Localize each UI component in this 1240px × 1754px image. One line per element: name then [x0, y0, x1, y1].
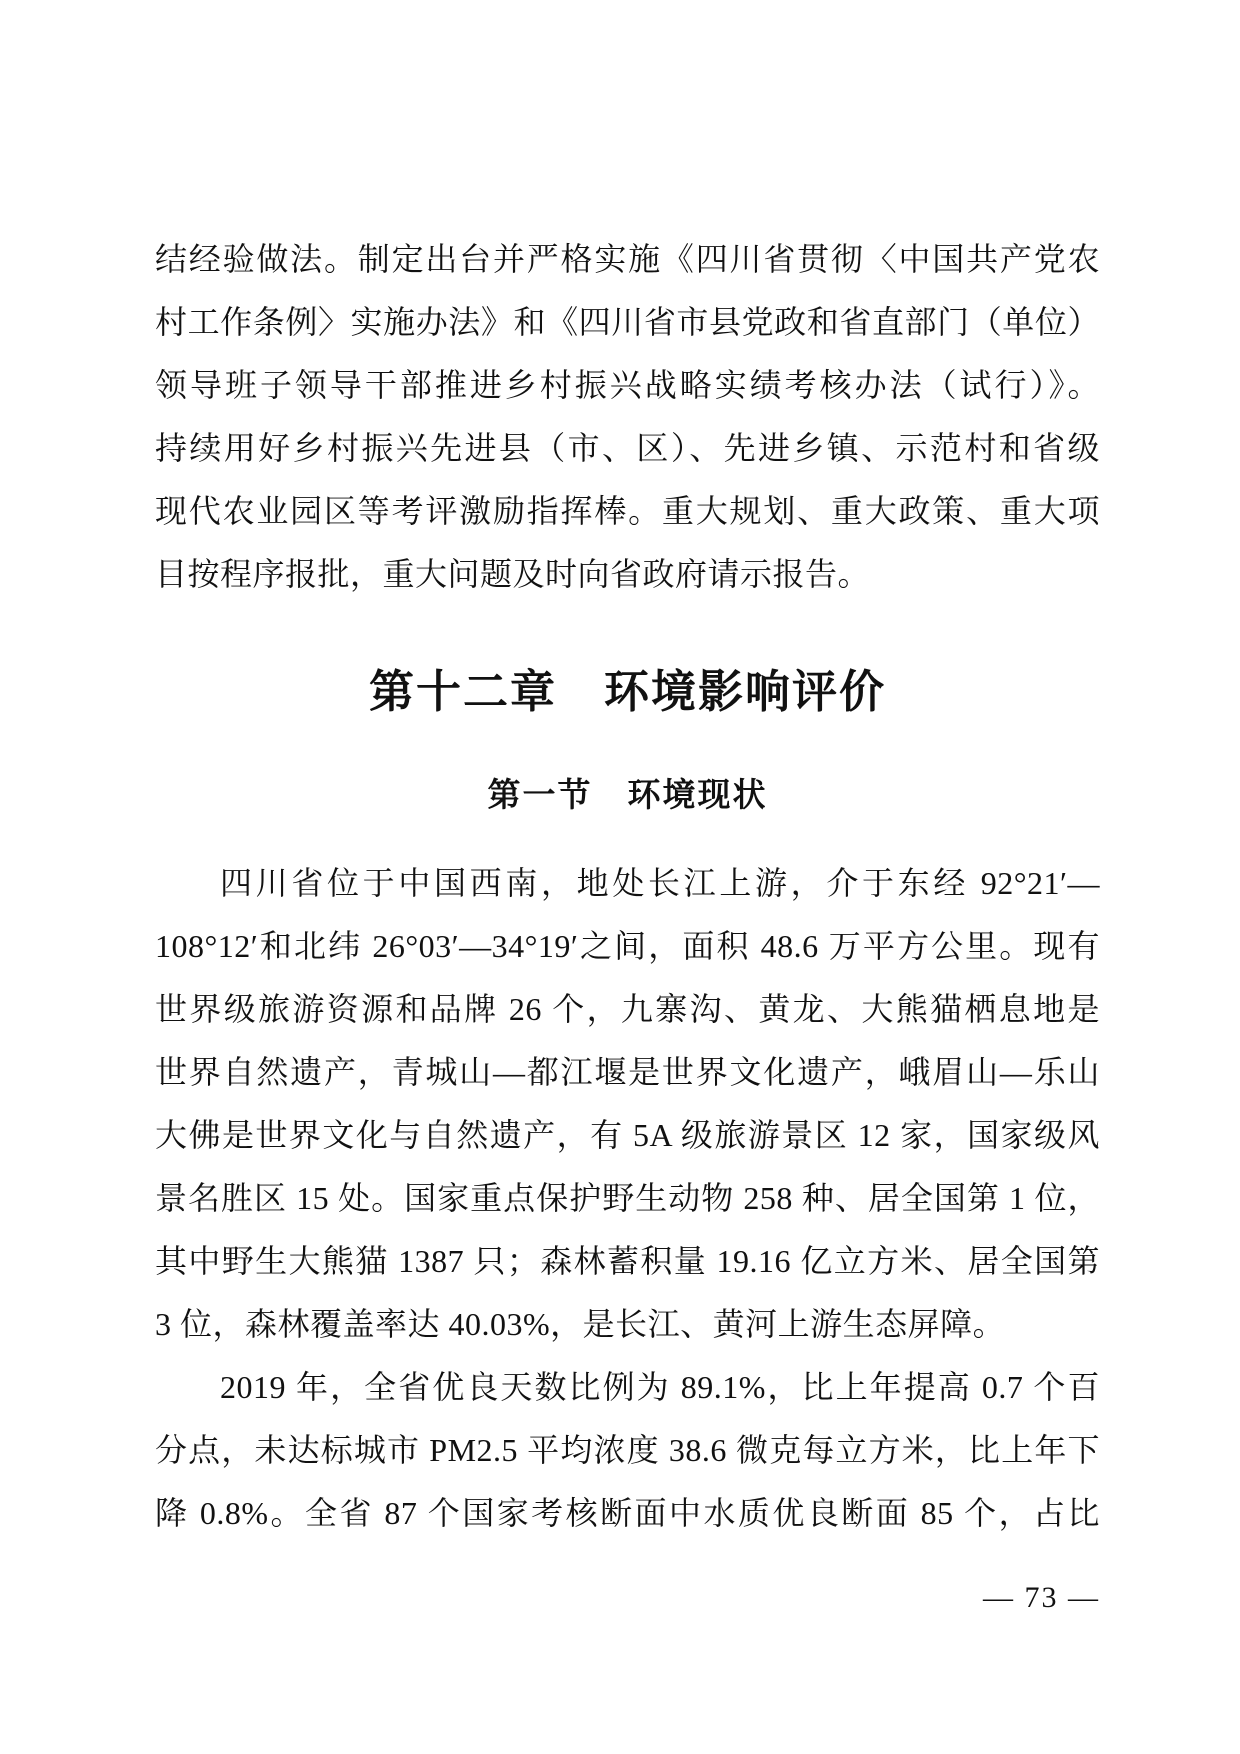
page-content [155, 228, 1100, 1545]
text-line: 结经验做法。制定出台并严格实施《四川省贯彻〈中国共产党农 [155, 241, 1100, 277]
text-line: 四川省位于中国西南，地处长江上游，介于东经 92°21′— [220, 865, 1100, 901]
text-line: 世界级旅游资源和品牌 26 个，九寨沟、黄龙、大熊猫栖息地是 [155, 991, 1100, 1027]
continued-paragraph [155, 228, 1100, 606]
text-line: 现代农业园区等考评激励指挥棒。重大规划、重大政策、重大项 [155, 493, 1100, 529]
text-line: 持续用好乡村振兴先进县（市、区）、先进乡镇、示范村和省级 [155, 430, 1100, 466]
text-line: 其中野生大熊猫 1387 只；森林蓄积量 19.16 亿立方米、居全国第 [155, 1243, 1100, 1279]
section-heading: 第一节 环境现状 [487, 778, 768, 814]
text-line: 分点，未达标城市 PM2.5 平均浓度 38.6 微克每立方米，比上年下 [155, 1432, 1100, 1468]
text-line: 领导班子领导干部推进乡村振兴战略实绩考核办法（试行）》。 [155, 367, 1100, 403]
paragraph-environment-status [155, 852, 1100, 1356]
text-line: 2019 年，全省优良天数比例为 89.1%，比上年提高 0.7 个百 [220, 1369, 1100, 1405]
page-number: — 73 — [983, 1581, 1100, 1614]
text-line: 3 位，森林覆盖率达 40.03%，是长江、黄河上游生态屏障。 [155, 1306, 1006, 1342]
text-line: 降 0.8%。全省 87 个国家考核断面中水质优良断面 85 个，占比 [155, 1495, 1100, 1531]
text-line: 目按程序报批，重大问题及时向省政府请示报告。 [155, 556, 871, 592]
text-line: 景名胜区 15 处。国家重点保护野生动物 258 种、居全国第 1 位， [155, 1180, 1100, 1216]
text-line: 108°12′和北纬 26°03′—34°19′之间，面积 48.6 万平方公里。现有 [155, 928, 1100, 964]
text-line: 大佛是世界文化与自然遗产，有 5A 级旅游景区 12 家，国家级风 [155, 1117, 1100, 1153]
text-line: 村工作条例〉实施办法》和《四川省市县党政和省直部门（单位） [155, 304, 1100, 340]
paragraph-2019-statistics [155, 1356, 1100, 1545]
text-line: 世界自然遗产，青城山—都江堰是世界文化遗产，峨眉山—乐山 [155, 1054, 1100, 1090]
chapter-heading: 第十二章 环境影响评价 [368, 666, 886, 717]
